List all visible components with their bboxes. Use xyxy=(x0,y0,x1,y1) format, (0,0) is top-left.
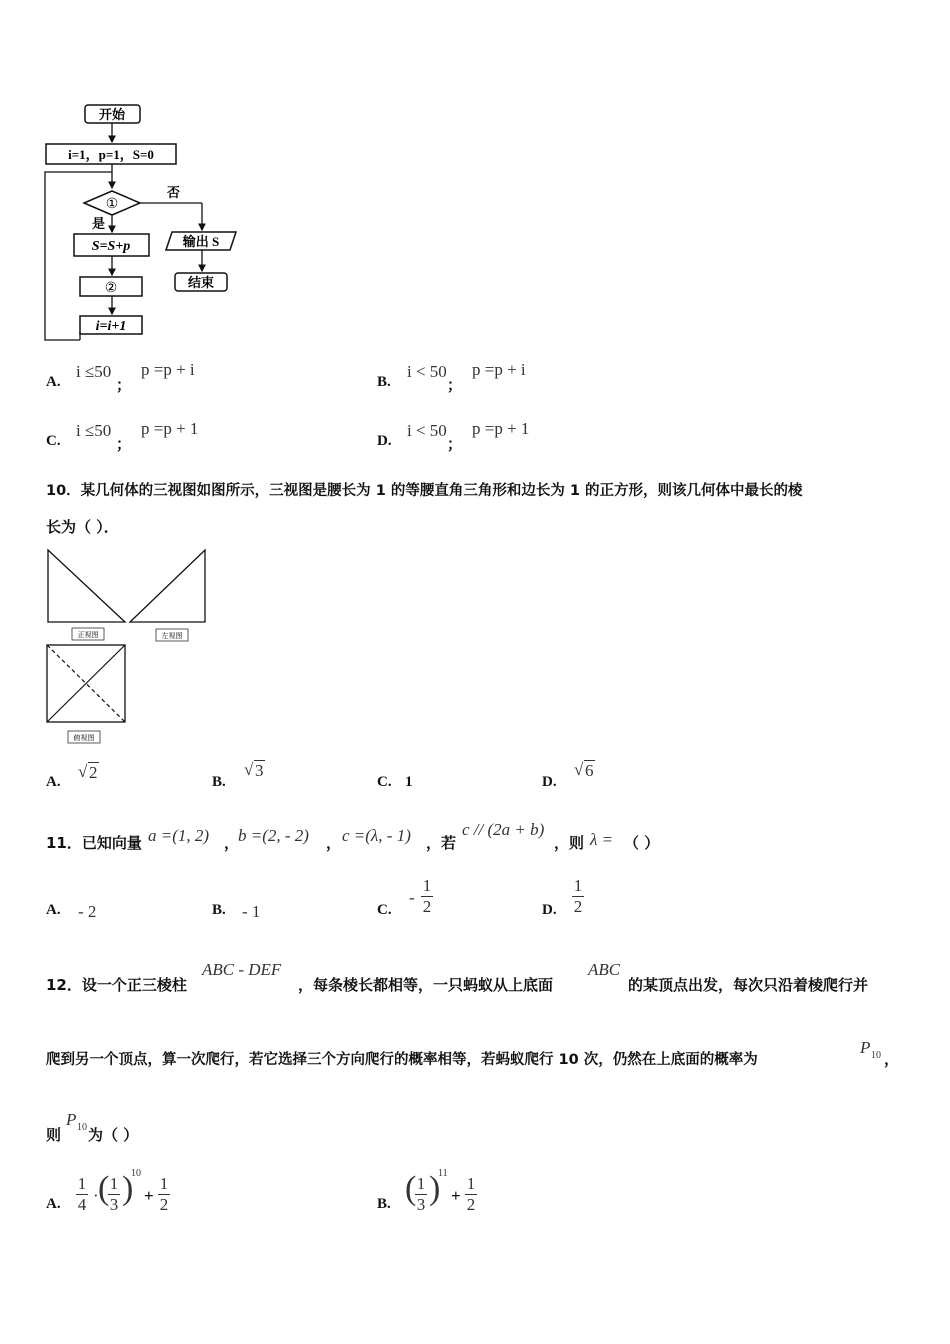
q12-option-a-frac2 xyxy=(108,1174,120,1215)
q12-option-b-label: B. xyxy=(377,1196,391,1212)
q10-option-c[interactable] xyxy=(377,762,517,792)
q12-stem-line1 xyxy=(46,958,926,998)
flow-init-text: i=1，p=1，S=0 xyxy=(68,147,154,162)
q12-option-a-dot: · xyxy=(93,1186,99,1205)
flow-output-text: 输出 S xyxy=(182,234,220,249)
q12-option-b-frac3-den: 2 xyxy=(466,1195,476,1214)
q12-option-a-frac1-den: 4 xyxy=(77,1195,87,1214)
q9-option-c-label: C. xyxy=(46,433,61,449)
q11-tail: （ ） xyxy=(624,834,660,852)
q9-option-c-sep: ； xyxy=(116,437,132,453)
q12-line2-end: ， xyxy=(884,1050,900,1068)
q11-option-c-label: C. xyxy=(377,902,392,918)
q9-option-b-update: p =p + i xyxy=(472,360,526,379)
q10-option-c-label: C. xyxy=(377,774,392,790)
q10-option-d[interactable] xyxy=(542,762,682,792)
q12-option-a-frac1-num: 1 xyxy=(77,1174,87,1193)
q9-option-d-update: p =p + 1 xyxy=(472,419,530,438)
q12-option-a-frac3-num: 1 xyxy=(159,1174,169,1193)
q12-option-a-exp: 10 xyxy=(131,1168,141,1179)
three-views-figure xyxy=(40,545,215,750)
flow-no-label: 否 xyxy=(167,185,181,200)
q12-face: ABC xyxy=(588,960,621,979)
q12-mid1: ，每条棱长都相等，一只蚂蚁从上底面 xyxy=(298,976,554,994)
q12-line2-text: 爬到另一个顶点，算一次爬行，若它选择三个方向爬行的概率相等，若蚂蚁爬行 10 次，仍然在上底面的概率为 xyxy=(46,1052,758,1068)
q11-lambda: λ = xyxy=(590,830,614,849)
q11-option-d-num: 1 xyxy=(573,876,583,895)
flowchart xyxy=(40,100,250,345)
q11-option-d[interactable] xyxy=(542,874,692,924)
q9-option-a-update: p =p + i xyxy=(141,360,195,379)
q12-option-a-plus: + xyxy=(144,1186,154,1205)
q12-option-b-frac2-den: 3 xyxy=(416,1195,426,1214)
q9-option-a[interactable] xyxy=(46,362,346,392)
q12-mid2: 的某顶点出发，每次只沿着棱爬行并 xyxy=(628,976,869,994)
q12-option-b-frac2 xyxy=(415,1174,427,1215)
q12-stem-line2 xyxy=(46,1036,926,1076)
q11-condition: c // (2a + b) xyxy=(462,820,545,839)
q9-option-c-cond: i ≤50 xyxy=(76,421,112,440)
flow-sum-text: S=S+p xyxy=(91,239,131,254)
left-paren-icon: ( xyxy=(405,1170,417,1207)
q11-vector-a: a =(1, 2) xyxy=(148,826,210,845)
q10-option-c-value: 1 xyxy=(405,774,413,790)
q9-option-b-cond: i < 50 xyxy=(407,362,447,381)
q9-option-d[interactable] xyxy=(377,421,677,451)
sqrt-icon: √ xyxy=(574,760,584,779)
q9-option-c-update: p =p + 1 xyxy=(141,419,199,438)
q11-option-b-label: B. xyxy=(212,902,226,918)
q12-line3-pre: 则 xyxy=(46,1126,62,1144)
q11-option-d-fraction xyxy=(572,876,584,917)
q12-option-b-frac3-num: 1 xyxy=(466,1174,476,1193)
flow-inc-text: i=i+1 xyxy=(95,319,127,334)
left-paren-icon: ( xyxy=(98,1170,110,1207)
q11-comma2: ， xyxy=(326,834,342,852)
q9-option-a-sep: ； xyxy=(116,378,132,394)
q9-option-b[interactable] xyxy=(377,362,677,392)
q12-stem-line3 xyxy=(46,1110,446,1150)
q10-option-d-value: 6 xyxy=(585,761,594,780)
q11-option-a-label: A. xyxy=(46,902,61,918)
flow-start-text: 开始 xyxy=(98,107,126,122)
q10-option-a-value: 2 xyxy=(89,763,98,782)
front-view-triangle xyxy=(48,550,125,622)
q9-option-b-sep: ； xyxy=(447,378,463,394)
q11-option-a-value: - 2 xyxy=(78,902,97,921)
q12-option-b-frac3 xyxy=(465,1174,477,1215)
q10-stem-line1: 10．某几何体的三视图如图所示，三视图是腰长为 1 的等腰直角三角形和边长为 1 的正方形，则该几何体中最长的棱 xyxy=(46,483,803,499)
q12-prefix: 12．设一个正三棱柱 xyxy=(46,976,187,994)
q12-option-a-frac3-den: 2 xyxy=(159,1195,169,1214)
q10-option-b[interactable] xyxy=(212,762,352,792)
right-paren-icon: ) xyxy=(122,1170,134,1207)
q12-option-a-frac2-num: 1 xyxy=(109,1174,119,1193)
q11-option-c-fraction xyxy=(421,876,433,917)
q10-option-a-label: A. xyxy=(46,774,61,790)
q9-option-a-label: A. xyxy=(46,374,61,390)
q12-prism: ABC - DEF xyxy=(202,960,282,979)
q10-stem-line2: 长为（ ）． xyxy=(46,518,119,536)
q12-p10-sub: 10 xyxy=(871,1050,881,1061)
q11-option-c[interactable] xyxy=(377,874,527,924)
q9-option-b-label: B. xyxy=(377,374,391,390)
q9-option-d-label: D. xyxy=(377,433,392,449)
sqrt-icon: √ xyxy=(78,762,88,781)
q12-option-b-exp: 11 xyxy=(438,1168,448,1179)
flow-yes-label: 是 xyxy=(92,216,106,231)
flow-condition-text: ① xyxy=(105,197,119,212)
q12-line3-p10: P xyxy=(66,1110,77,1129)
q10-option-b-value: 3 xyxy=(255,761,264,780)
right-paren-icon: ) xyxy=(429,1170,441,1207)
q9-option-c[interactable] xyxy=(46,421,346,451)
side-view-label: 左视图 xyxy=(161,632,183,640)
q12-option-b-plus: + xyxy=(451,1186,461,1205)
q11-option-d-den: 2 xyxy=(573,897,583,916)
q12-p10: P xyxy=(860,1038,871,1057)
q11-option-c-den: 2 xyxy=(422,897,432,916)
q10-option-b-label: B. xyxy=(212,774,226,790)
q11-option-b-value: - 1 xyxy=(242,902,261,921)
q9-option-d-sep: ； xyxy=(447,437,463,453)
q11-prefix: 11．已知向量 xyxy=(46,834,142,852)
q12-option-b[interactable] xyxy=(377,1168,677,1228)
q11-vector-b: b =(2, - 2) xyxy=(238,826,309,845)
q10-option-d-label: D. xyxy=(542,774,557,790)
sqrt-icon: √ xyxy=(244,760,254,779)
flow-step2-text: ② xyxy=(104,281,118,296)
q11-option-c-num: 1 xyxy=(422,876,432,895)
q11-vector-c: c =(λ, - 1) xyxy=(342,826,411,845)
side-view-triangle xyxy=(130,550,205,622)
top-view-label: 俯视图 xyxy=(73,734,95,742)
q11-option-c-sign: - xyxy=(409,888,415,907)
q11-if: ，若 xyxy=(426,834,457,852)
q12-option-a[interactable] xyxy=(46,1168,346,1228)
q12-option-a-label: A. xyxy=(46,1196,61,1212)
q12-line3-post: 为（ ） xyxy=(88,1126,139,1144)
q11-option-a[interactable] xyxy=(46,878,196,928)
q11-option-b[interactable] xyxy=(212,878,362,928)
q11-stem xyxy=(46,822,926,852)
q12-option-b-frac2-num: 1 xyxy=(416,1174,426,1193)
q10-option-a[interactable] xyxy=(46,762,186,792)
q12-option-a-frac1 xyxy=(76,1174,88,1215)
q9-option-d-cond: i < 50 xyxy=(407,421,447,440)
q12-option-a-frac2-den: 3 xyxy=(109,1195,119,1214)
flow-end-text: 结束 xyxy=(187,275,215,290)
q11-then: ，则 xyxy=(554,834,585,852)
q12-line3-p10-sub: 10 xyxy=(77,1122,87,1133)
q9-option-a-cond: i ≤50 xyxy=(76,362,112,381)
q11-option-d-label: D. xyxy=(542,902,557,918)
q11-comma1: ， xyxy=(224,834,240,852)
q12-option-a-frac3 xyxy=(158,1174,170,1215)
front-view-label: 正视图 xyxy=(77,631,99,639)
